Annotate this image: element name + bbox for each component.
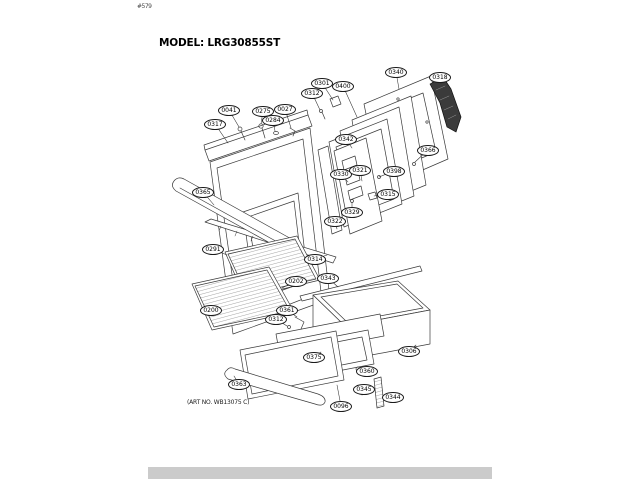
callout-0200: 0200 <box>200 305 222 316</box>
callout-0315: 0315 <box>377 189 399 200</box>
callout-0275: 0275 <box>252 106 274 117</box>
callout-0343: 0343 <box>317 273 339 284</box>
callout-0027: 0027 <box>274 104 296 115</box>
callout-0318: 0318 <box>429 72 451 83</box>
callout-0345: 0345 <box>353 384 375 395</box>
callout-0365: 0365 <box>192 187 214 198</box>
page-corner-mark: #579 <box>137 3 152 10</box>
callout-0321: 0321 <box>349 165 371 176</box>
callout-0400: 0400 <box>332 81 354 92</box>
callout-0363: 0363 <box>228 379 250 390</box>
callout-0340: 0340 <box>385 67 407 78</box>
callout-0041: 0041 <box>218 105 240 116</box>
callout-0361: 0361 <box>276 305 298 316</box>
model-title: MODEL: LRG30855ST <box>159 37 281 49</box>
callout-0291: 0291 <box>202 244 224 255</box>
callout-0312: 0312 <box>301 88 323 99</box>
callout-0096: 0096 <box>330 401 352 412</box>
callout-0317: 0317 <box>204 119 226 130</box>
callout-0398: 0398 <box>383 166 405 177</box>
callout-0284: 0284 <box>262 115 284 126</box>
bottom-border-bar <box>148 467 492 479</box>
callout-0329: 0329 <box>341 207 363 218</box>
callout-0342: 0342 <box>335 134 357 145</box>
callout-0202: 0202 <box>285 276 307 287</box>
callout-0312: 0312 <box>265 314 287 325</box>
callout-0322: 0322 <box>324 216 346 227</box>
callout-0344: 0344 <box>382 392 404 403</box>
callout-0301: 0301 <box>311 78 333 89</box>
callout-0360: 0360 <box>356 366 378 377</box>
callout-0375: 0375 <box>303 352 325 363</box>
callout-0314: 0314 <box>304 254 326 265</box>
callout-0330: 0330 <box>330 169 352 180</box>
art-number: (ART NO. WB13075 C) <box>187 399 250 406</box>
callout-0306: 0306 <box>398 346 420 357</box>
callout-0366: 0366 <box>417 145 439 156</box>
